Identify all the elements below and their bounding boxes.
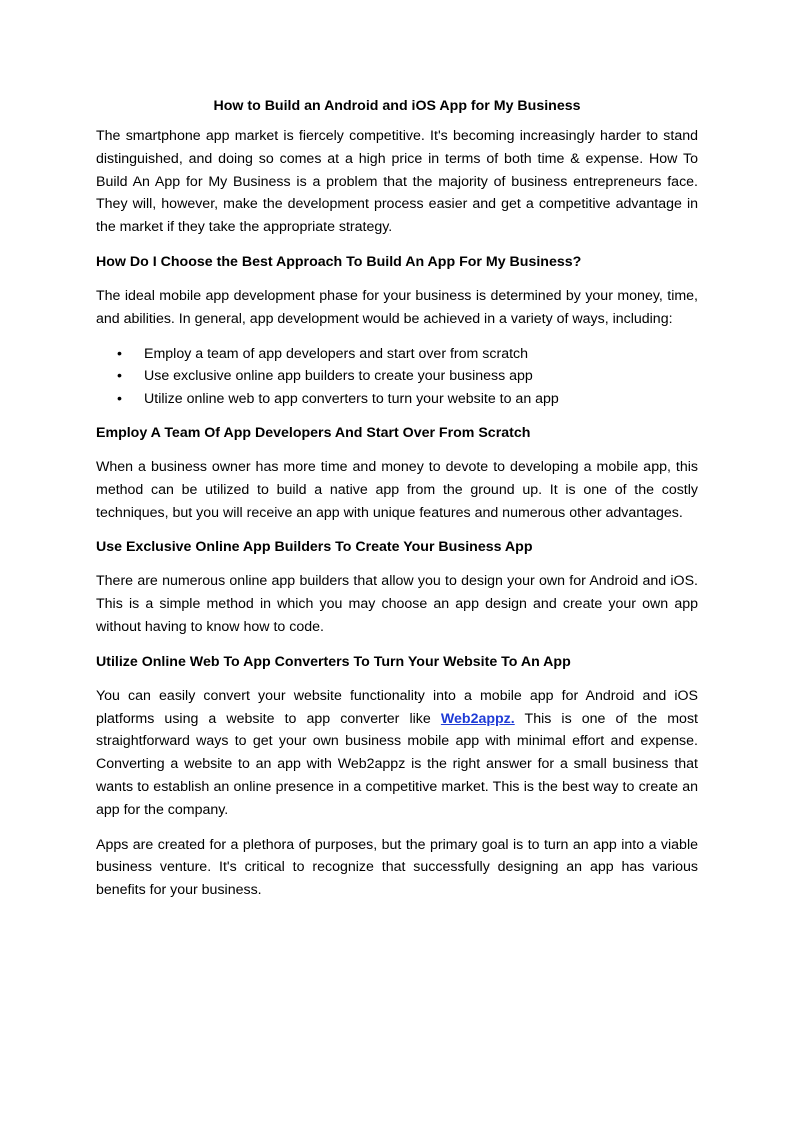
web2appz-link[interactable]: Web2appz. [440, 710, 515, 727]
page-title: How to Build an Android and iOS App for My Business [213, 98, 581, 114]
intro-paragraph: The smartphone app market is fiercely competitive. It's becoming increasingly harder to stand distinguished, and doing so comes at a high price in terms of both time & expense. How To Build An App for My Business is a problem that the majority of business entrepreneurs face. They will, however, make the development process easier and get a competitive advantage in the market if they take the appropriate strategy. [96, 128, 698, 236]
web-converters-text-after-link: This is one of the most straightforward ways to get your own business mobile app with minimal effort and expense. Converting a website to an app with Web2appz is the right answer for a small business that wants to establish an online presence in a competitive market. This is the best way to create an app for the company. [96, 710, 698, 818]
bullet-icon: • [117, 368, 122, 385]
list-item-text: Employ a team of app developers and start over from scratch [144, 345, 529, 362]
heading-choose-approach: How Do I Choose the Best Approach To Build An App For My Business? [96, 253, 582, 270]
bullet-icon: • [117, 345, 122, 362]
list-item [96, 388, 698, 411]
document-page [96, 95, 698, 914]
heading-online-builders: Use Exclusive Online App Builders To Create Your Business App [96, 539, 533, 556]
list-item [96, 365, 698, 388]
employ-team-paragraph: When a business owner has more time and money to devote to developing a mobile app, this method can be utilized to build a native app from the ground up. It is one of the costly techniques, but you will receive an app with unique features and numerous other advantages. [96, 458, 698, 521]
bullet-icon: • [117, 391, 122, 408]
heading-employ-team: Employ A Team Of App Developers And Start Over From Scratch [96, 424, 531, 441]
list-item [96, 343, 698, 366]
list-item-text: Utilize online web to app converters to turn your website to an app [144, 391, 559, 408]
heading-web-converters: Utilize Online Web To App Converters To Turn Your Website To An App [96, 653, 571, 670]
approach-list [96, 343, 698, 411]
closing-paragraph: Apps are created for a plethora of purposes, but the primary goal is to turn an app into a viable business venture. It's critical to recognize that successfully designing an app has various benefits for your business. [96, 836, 698, 899]
list-item-text: Use exclusive online app builders to create your business app [144, 368, 533, 385]
choose-approach-paragraph: The ideal mobile app development phase for your business is determined by your money, time, and abilities. In general, app development would be achieved in a variety of ways, including: [96, 287, 698, 327]
web-converters-text-before-link: You can easily convert your website functionality into a mobile app for Android and iOS platforms using a website to app converter like [96, 687, 698, 727]
online-builders-paragraph: There are numerous online app builders that allow you to design your own for Android and iOS. This is a simple method in which you may choose an app design and create your own app without having to know how to code. [96, 573, 698, 635]
web-converters-paragraph [96, 685, 698, 822]
